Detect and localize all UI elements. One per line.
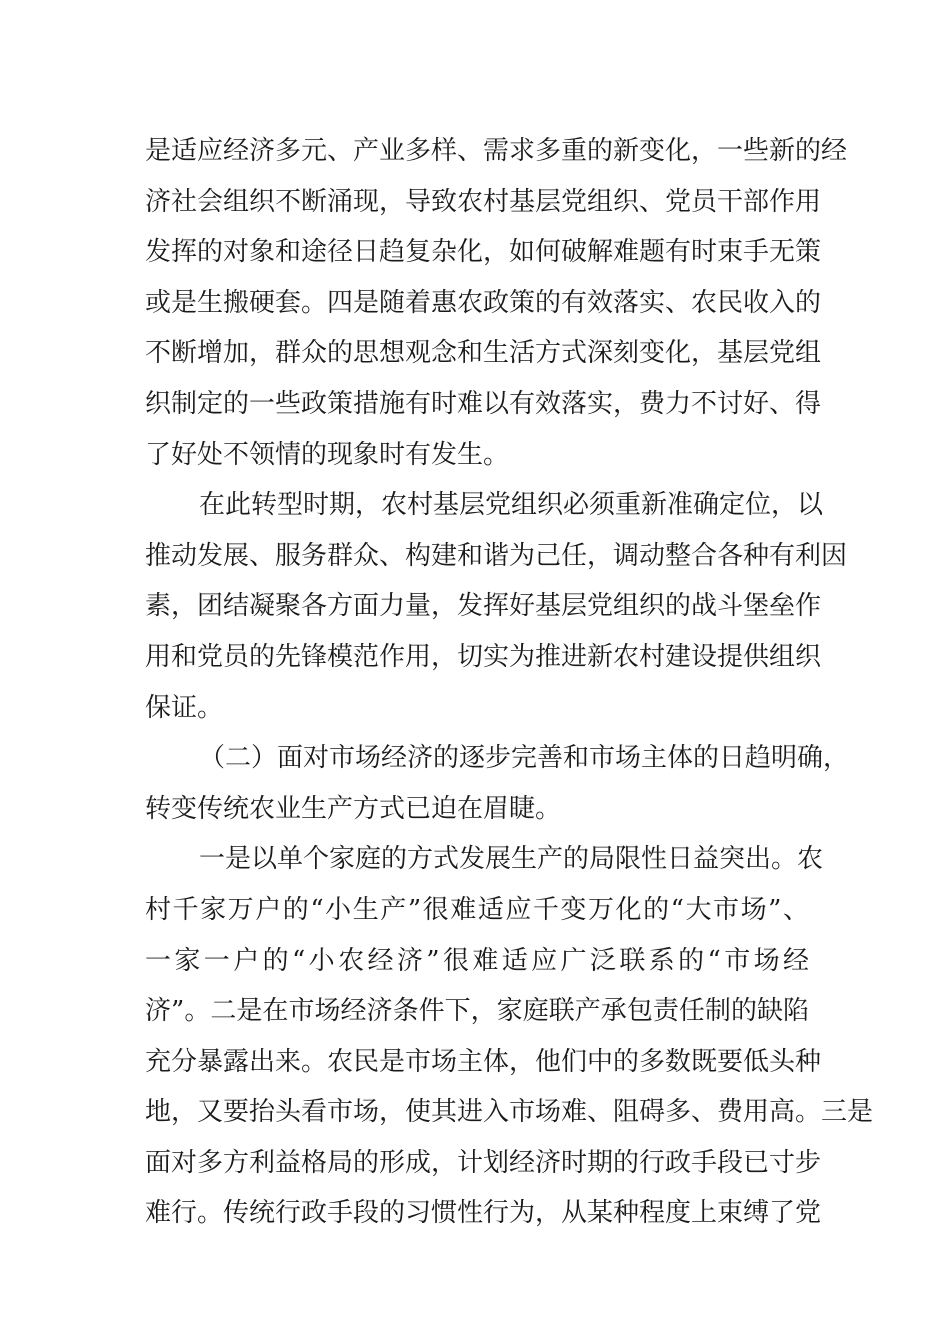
text-line: 济”。二是在市场经济条件下，家庭联产承包责任制的缺陷 <box>145 996 809 1027</box>
text-line: 地，又要抬头看市场，使其进入市场难、阻碍多、费用高。三是 <box>145 1097 874 1128</box>
text-line: 不断增加，群众的思想观念和生活方式深刻变化，基层党组 <box>145 338 822 369</box>
text-line: 难行。传统行政手段的习惯性行为，从某种程度上束缚了党 <box>145 1198 822 1229</box>
text-line: 保证。 <box>145 692 224 723</box>
text-line: 发挥的对象和途径日趋复杂化，如何破解难题有时束手无策 <box>145 237 822 268</box>
text-line: 素，团结凝聚各方面力量，发挥好基层党组织的战斗堡垒作 <box>145 591 822 622</box>
body-text <box>145 126 874 1239</box>
text-line: 充分暴露出来。农民是市场主体，他们中的多数既要低头种 <box>145 1046 822 1077</box>
paragraph-start-line: 在此转型时期，农村基层党组织必须重新准确定位，以 <box>199 490 824 521</box>
text-line: 推动发展、服务群众、构建和谐为己任，调动整合各种有利因 <box>145 540 848 571</box>
text-line: 用和党员的先锋模范作用，切实为推进新农村建设提供组织 <box>145 641 822 672</box>
text-line: 一家一户的“小农经济”很难适应广泛联系的“市场经 <box>145 945 809 976</box>
text-line: 了好处不领情的现象时有发生。 <box>145 439 510 470</box>
text-line: 织制定的一些政策措施有时难以有效落实，费力不讨好、得 <box>145 388 822 419</box>
text-line: 济社会组织不断涌现，导致农村基层党组织、党员干部作用 <box>145 186 822 217</box>
section-heading-line: 转变传统农业生产方式已迫在眉睫。 <box>145 793 562 824</box>
text-line: 面对多方利益格局的形成，计划经济时期的行政手段已寸步 <box>145 1147 822 1178</box>
section-heading-line: （二）面对市场经济的逐步完善和市场主体的日趋明确， <box>199 743 850 774</box>
text-line: 或是生搬硬套。四是随着惠农政策的有效落实、农民收入的 <box>145 287 822 318</box>
paragraph-start-line: 一是以单个家庭的方式发展生产的局限性日益突出。农 <box>199 844 824 875</box>
text-line: 是适应经济多元、产业多样、需求多重的新变化，一些新的经 <box>145 136 848 166</box>
text-line: 村千家万户的“小生产”很难适应千变万化的“大市场”、 <box>145 894 809 925</box>
